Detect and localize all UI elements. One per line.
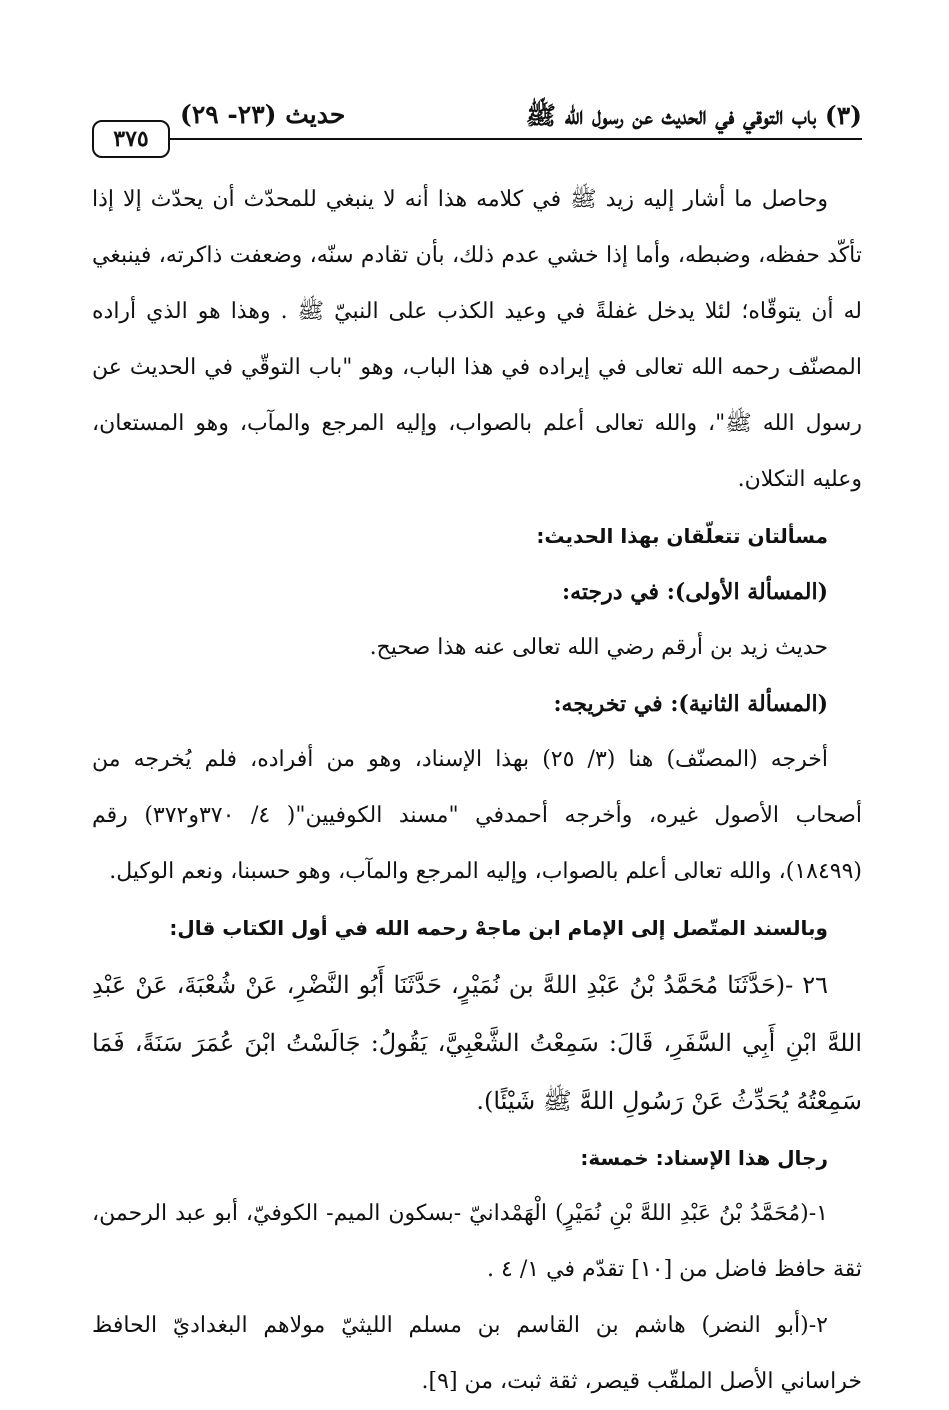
header-hadith-range: حديث (٢٣- ٢٩) [180, 100, 346, 129]
issue-one-text: حديث زيد بن أرقم رضي الله تعالى عنه هذا صحيح. [369, 635, 828, 660]
issue-two-label: (المسألة الثانية): في تخريجه: [553, 691, 828, 717]
heading-two-issues: مسألتان تتعلّقان بهذا الحديث: [536, 524, 828, 548]
heading-narrators: رجال هذا الإسناد: خمسة: [580, 1146, 828, 1170]
issue-one-label: (المسألة الأولى): في درجته: [561, 579, 828, 605]
narrator-two: ٢-(أبو النضر) هاشم بن القاسم بن مسلم الليثيّ مولاهم البغداديّ الحافظ خراساني الأصل الملقّب قيصر، ثقة ثبت، من [٩]. [92, 1313, 862, 1394]
narrator-one: ١-(مُحَمَّدُ بْنُ عَبْدِ اللهَّ بْنِ نُمَيْرٍ) الْهَمْدانيّ -بسكون الميم- الكوفيّ، أبو عبد الرحمن، ثقة حافظ فاضل من [١٠] تقدّم في ١/ ٤ . [92, 1201, 862, 1282]
page-number-box: ٣٧٥ [92, 120, 170, 158]
header-chapter-title: (٣) باب التوقي في الحديث عن رسول الله ﷺ [525, 101, 862, 130]
paragraph-summary: وحاصل ما أشار إليه زيد ﷺ في كلامه هذا أنه لا ينبغي للمحدّث أن يحدّث إلا إذا تأكّد حفظه، وضبطه، وأما إذا خشي عدم ذلك، بأن تقادم سنّه، وضعفت ذاكرته، فينبغي له أن يتوقّاه؛ لئلا يدخل غفلةً في وعيد الكذب على النبيّ ﷺ . وهذا هو الذي أراده المصنّف رحمه الله تعالى في إيراده في هذا الباب، وهو "باب التوقّي في الحديث عن رسول الله ﷺ"، والله تعالى أعلم بالصواب، وإليه المرجع والمآب، وهو المستعان، وعليه التكلان. [92, 187, 862, 492]
page-body [92, 172, 862, 1410]
header-rule [170, 138, 862, 140]
issue-two-text: أخرجه (المصنّف) هنا (٣/ ٢٥) بهذا الإسناد، وهو من أفراده، فلم يُخرجه من أصحاب الأصول غيره، وأخرجه أحمدفي "مسند الكوفيين"( ٤/ ٣٧٠و٣٧٢) رقم (١٨٤٩٩)، والله تعالى أعلم بالصواب، وإليه المرجع والمآب، وهو حسبنا، ونعم الوكيل. [92, 747, 862, 884]
page-header [92, 96, 862, 156]
hadith-26-text: ٢٦ -(حَدَّثَنَا مُحَمَّدُ بْنُ عَبْدِ اللهَّ بن نُمَيْرٍ، حَدَّثَنَا أَبُو النَّضْرِ، عَنْ شُعْبَةَ، عَنْ عَبْدِ اللهَّ ابْنِ أَبِي السَّفَرِ، قَالَ: سَمِعْتُ الشَّعْبِيَّ، يَقُولُ: جَالَسْتُ ابْنَ عُمَرَ سَنَةً، فَمَا سَمِعْتُهُ يُحَدِّثُ عَنْ رَسُولِ اللهَّ ﷺ شَيْئًا). [92, 971, 862, 1115]
heading-chain-of-narration: وبالسند المتّصل إلى الإمام ابن ماجهْ رحمه الله في أول الكتاب قال: [169, 916, 828, 940]
